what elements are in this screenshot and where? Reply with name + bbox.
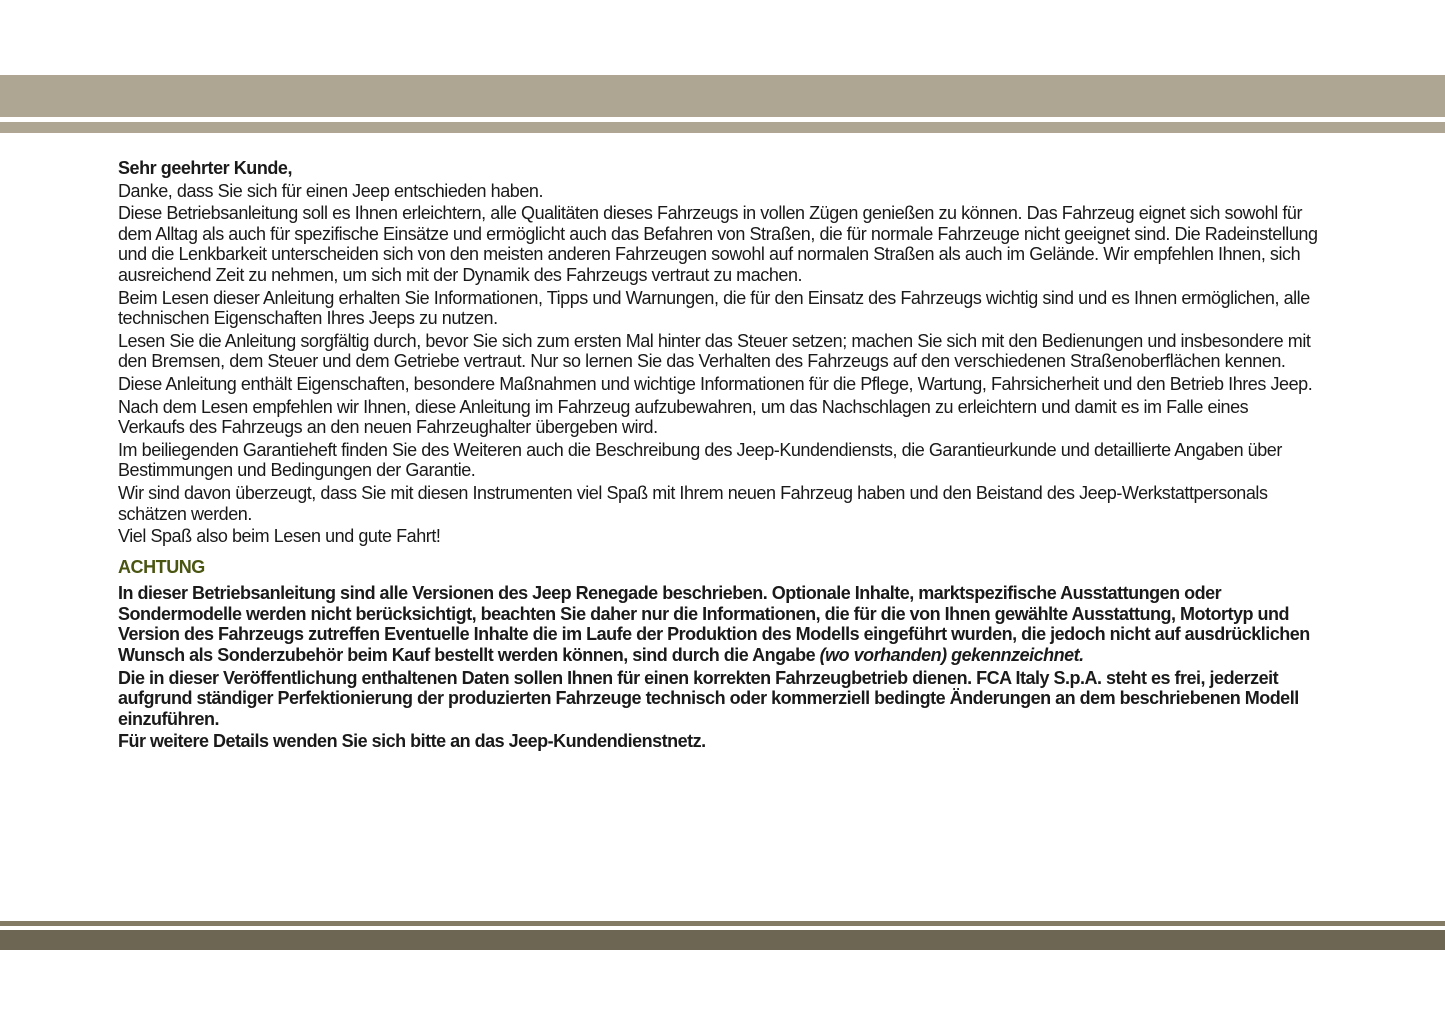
warning-paragraph-data: Die in dieser Veröffentlichung enthaltenen Daten sollen Ihnen für einen korrekten Fahrzeugbetrieb dienen. FCA Italy S.p.A. steht es frei, jederzeit aufgrund ständiger Perfektionierung der produzierten Fahrzeuge technisch oder kommerziell bedingte Änderungen an dem beschriebenen Modell einzuführen. (118, 667, 1299, 729)
header-band-thin (0, 122, 1445, 133)
paragraph-contents: Diese Anleitung enthält Eigenschaften, besondere Maßnahmen und wichtige Informationen für die Pflege, Wartung, Fahrsicherheit und den Betrieb Ihres Jeep. (118, 373, 1313, 394)
warning-paragraph-details: Für weitere Details wenden Sie sich bitte an das Jeep-Kundendienstnetz. (118, 731, 706, 752)
paragraph-closing: Viel Spaß also beim Lesen und gute Fahrt! (118, 526, 441, 547)
warning-versions-italic: (wo vorhanden) gekennzeichnet. (819, 645, 1084, 666)
page-content (118, 158, 1318, 754)
warning-paragraph-versions (118, 583, 1318, 665)
warning-title: ACHTUNG (118, 556, 205, 577)
paragraph-thanks: Danke, dass Sie sich für einen Jeep entschieden haben. (118, 180, 543, 201)
paragraph-careful: Lesen Sie die Anleitung sorgfältig durch, bevor Sie sich zum ersten Mal hinter das Steuer setzen; machen Sie sich mit den Bedienungen und insbesondere mit den Bremsen, dem Steuer und dem Getriebe vertraut. Nur so lernen Sie das Verhalten des Fahrzeugs auf den verschiedenen Straßenoberflächen kennen. (118, 330, 1311, 372)
paragraph-purpose: Diese Betriebsanleitung soll es Ihnen erleichtern, alle Qualitäten dieses Fahrzeugs in vollen Zügen genießen zu können. Das Fahrzeug eignet sich sowohl für dem Alltag als auch für spezifische Einsätze und ermöglicht auch das Befahren von Straßen, die für normale Fahrzeuge nicht geeignet sind. Die Radeinstellung und die Lenkbarkeit unterscheiden sich von den meisten anderen Fahrzeugen sowohl auf normalen Straßen als auch im Gelände. Wir empfehlen Ihnen, sich ausreichend Zeit zu nehmen, um sich mit der Dynamik des Fahrzeugs vertraut zu machen. (118, 203, 1318, 285)
footer-band (0, 930, 1445, 950)
paragraph-storage: Nach dem Lesen empfehlen wir Ihnen, diese Anleitung im Fahrzeug aufzubewahren, um das Nachschlagen zu erleichtern und damit es im Falle eines Verkaufs des Fahrzeugs an den neuen Fahrzeughalter übergeben wird. (118, 396, 1249, 438)
salutation: Sehr geehrter Kunde, (118, 158, 293, 178)
paragraph-warranty: Im beiliegenden Garantieheft finden Sie des Weiteren auch die Beschreibung des Jeep-Kundendiensts, die Garantieurkunde und detaillierte Angaben über Bestimmungen und Bedingungen der Garantie. (118, 439, 1282, 481)
warning-versions-text: In dieser Betriebsanleitung sind alle Versionen des Jeep Renegade beschrieben. Optionale Inhalte, marktspezifische Ausstattungen oder Sondermodelle werden nicht berücksichtigt, beachten Sie daher nur die Informationen, die für die von Ihnen gewählte Ausstattung, Motortyp und Version des Fahrzeugs zutreffen Eventuelle Inhalte die im Laufe der Produktion des Modells eingeführt wurden, die jedoch nicht auf ausdrücklichen Wunsch als Sonderzubehör beim Kauf bestellt werden können, sind durch die Angabe (118, 583, 1310, 666)
paragraph-conviction: Wir sind davon überzeugt, dass Sie mit diesen Instrumenten viel Spaß mit Ihrem neuen Fahrzeug haben und den Beistand des Jeep-Werkstattpersonals schätzen werden. (118, 482, 1268, 524)
paragraph-reading: Beim Lesen dieser Anleitung erhalten Sie Informationen, Tipps und Warnungen, die für den Einsatz des Fahrzeugs wichtig sind und es Ihnen ermöglichen, alle technischen Eigenschaften Ihres Jeeps zu nutzen. (118, 287, 1310, 329)
footer-band-thin (0, 921, 1445, 926)
header-band (0, 75, 1445, 117)
